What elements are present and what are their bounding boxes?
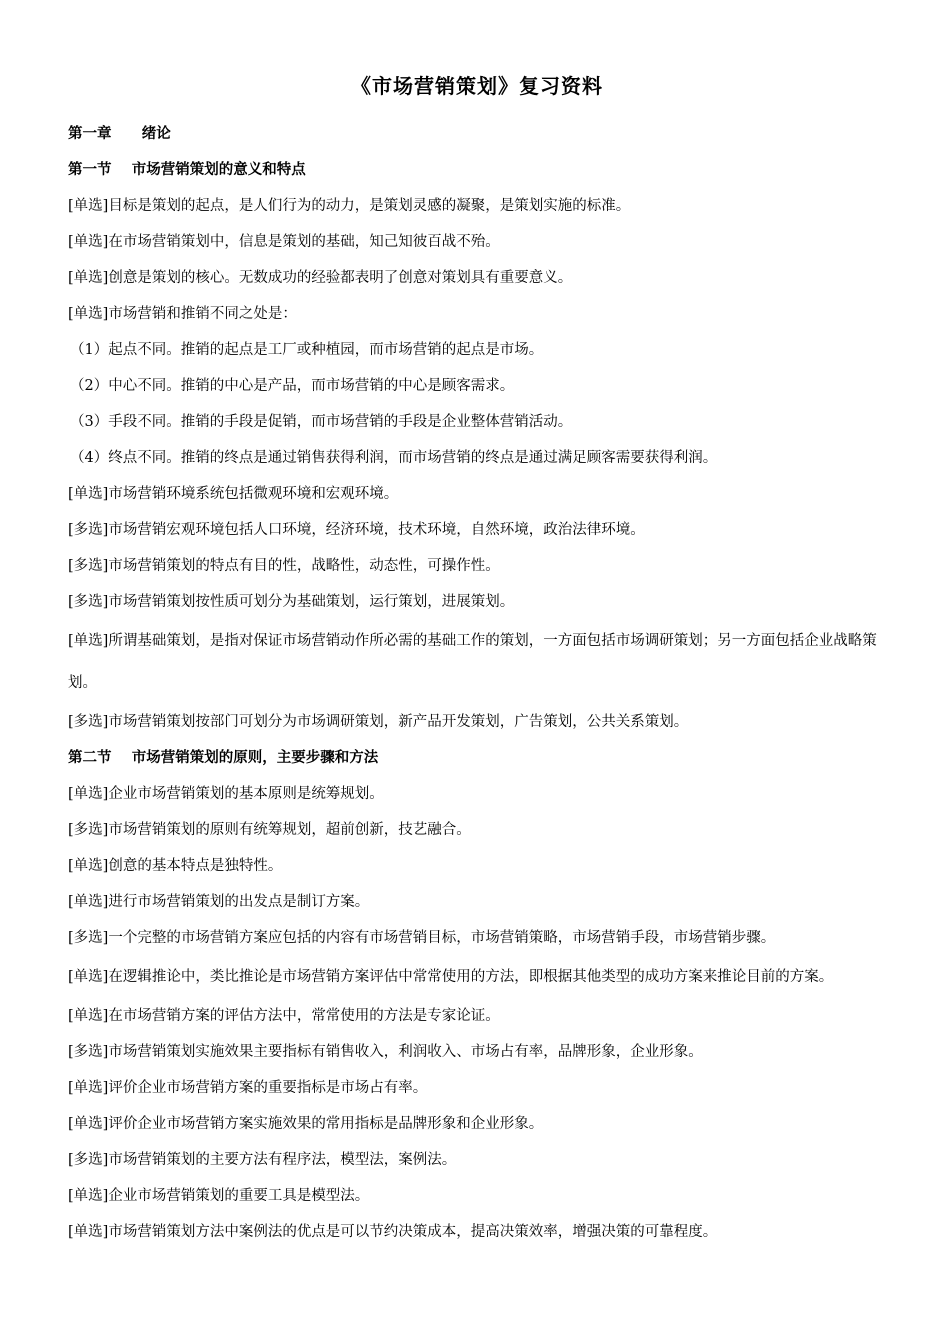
question-line: [单选]市场营销策划方法中案例法的优点是可以节约决策成本，提高决策效率，增强决策的可靠程度。 <box>68 1224 718 1240</box>
chapter-heading <box>68 116 886 152</box>
question-line: [单选]目标是策划的起点，是人们行为的动力，是策划灵感的凝聚，是策划实施的标准。 <box>68 198 631 214</box>
question-line: [多选]市场营销策划实施效果主要指标有销售收入，利润收入、市场占有率，品牌形象，企业形象。 <box>68 1044 703 1060</box>
question-line: [单选]评价企业市场营销方案的重要指标是市场占有率。 <box>68 1080 428 1096</box>
question-line: [单选]企业市场营销策划的重要工具是模型法。 <box>68 1188 370 1204</box>
section-name: 市场营销策划的原则，主要步骤和方法 <box>131 750 379 766</box>
question-line: [多选]市场营销策划的主要方法有程序法，模型法，案例法。 <box>68 1152 457 1168</box>
question-line: [单选]在市场营销方案的评估方法中，常常使用的方法是专家论证。 <box>68 1008 500 1024</box>
question-line: [多选]市场营销策划的特点有目的性，战略性，动态性，可操作性。 <box>68 558 500 574</box>
question-line: [多选]市场营销策划的原则有统筹规划，超前创新，技艺融合。 <box>68 822 471 838</box>
question-line: [单选]所谓基础策划，是指对保证市场营销动作所必需的基础工作的策划，一方面包括市场调研策划；另一方面包括企业战略策划。 <box>68 633 877 691</box>
section-label: 第二节 <box>68 750 112 766</box>
question-line: [单选]企业市场营销策划的基本原则是统筹规划。 <box>68 786 384 802</box>
list-item: （4）终点不同。推销的终点是通过销售获得利润，而市场营销的终点是通过满足顾客需要获得利润。 <box>70 450 718 466</box>
section-label: 第一节 <box>68 162 112 178</box>
list-item: （2）中心不同。推销的中心是产品，而市场营销的中心是顾客需求。 <box>70 378 515 394</box>
question-line: [单选]创意的基本特点是独特性。 <box>68 858 283 874</box>
list-item: （3）手段不同。推销的手段是促销，而市场营销的手段是企业整体营销活动。 <box>70 414 573 430</box>
question-line: [单选]在逻辑推论中，类比推论是市场营销方案评估中常常使用的方法，即根据其他类型的成功方案来推论目前的方案。 <box>68 969 834 985</box>
chapter-name: 绪论 <box>141 126 171 142</box>
question-line: [单选]市场营销和推销不同之处是： <box>68 306 297 322</box>
section-heading-1 <box>68 152 886 188</box>
question-line: [单选]市场营销环境系统包括微观环境和宏观环境。 <box>68 486 399 502</box>
question-line: [多选]一个完整的市场营销方案应包括的内容有市场营销目标，市场营销策略，市场营销手段，市场营销步骤。 <box>68 930 776 946</box>
question-line: [多选]市场营销策划按性质可划分为基础策划，运行策划，进展策划。 <box>68 594 515 610</box>
chapter-label: 第一章 <box>68 126 112 142</box>
section-name: 市场营销策划的意义和特点 <box>131 162 306 178</box>
question-line: [单选]创意是策划的核心。无数成功的经验都表明了创意对策划具有重要意义。 <box>68 270 573 286</box>
document-title: 《市场营销策划》复习资料 <box>351 74 603 98</box>
list-item: （1）起点不同。推销的起点是工厂或种植园，而市场营销的起点是市场。 <box>70 342 544 358</box>
question-line: [单选]在市场营销策划中，信息是策划的基础，知己知彼百战不殆。 <box>68 234 500 250</box>
question-line: [多选]市场营销策划按部门可划分为市场调研策划，新产品开发策划，广告策划，公共关系策划。 <box>68 714 689 730</box>
question-line: [多选]市场营销宏观环境包括人口环境，经济环境，技术环境，自然环境，政治法律环境。 <box>68 522 645 538</box>
question-line: [单选]评价企业市场营销方案实施效果的常用指标是品牌形象和企业形象。 <box>68 1116 544 1132</box>
question-line: [单选]进行市场营销策划的出发点是制订方案。 <box>68 894 370 910</box>
section-heading-2 <box>68 740 886 776</box>
